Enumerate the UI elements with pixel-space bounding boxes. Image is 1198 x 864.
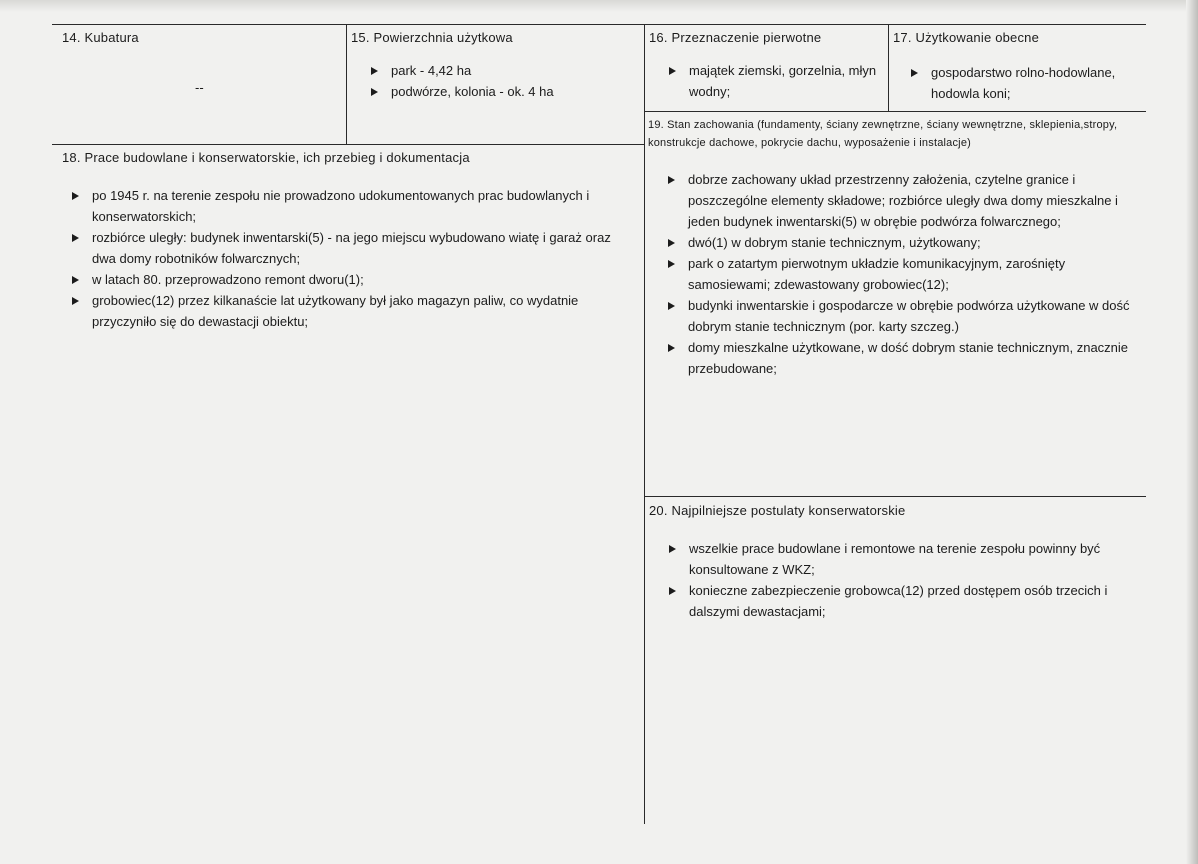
field-17-title: 17. Użytkowanie obecne (893, 30, 1040, 45)
line-above-20 (644, 496, 1146, 497)
bullet-arrow-icon (371, 67, 378, 75)
field-20-postulaty (649, 500, 1144, 820)
top-border-line (52, 24, 1146, 25)
scan-edge-right (1186, 0, 1198, 864)
field-19-stan-zachowania (648, 116, 1144, 494)
list-item: w latach 80. przeprowadzono remont dworu(1); (72, 269, 624, 290)
list-item: budynki inwentarskie i gospodarcze w obrębie podwórza użytkowane w dość dobrym stanie technicznym (por. karty szczeg.) (668, 295, 1136, 337)
field-17-uzytkowanie (893, 27, 1145, 109)
divider-15-16 (644, 24, 645, 824)
list-item: park o zatartym pierwotnym układzie komunikacyjnym, zarośnięty samosiewami; zdewastowany grobowiec(12); (668, 253, 1136, 295)
list-item: dobrze zachowany układ przestrzenny założenia, czytelne granice i poszczególne elementy składowe; rozbiórce uległy dwa domy mieszkalne i jeden budynek inwentarski(5) w obrębie podwórza folwarcznego; (668, 169, 1136, 232)
field-15-powierzchnia (351, 27, 641, 142)
list-item: park - 4,42 ha (371, 60, 641, 81)
list-item: majątek ziemski, gorzelnia, młyn wodny; (669, 60, 885, 102)
field-18-prace-budowlane (62, 147, 640, 487)
bullet-arrow-icon (668, 302, 675, 310)
bullet-arrow-icon (669, 67, 676, 75)
field-16-list (669, 60, 885, 102)
field-14-value: -- (195, 80, 204, 95)
list-item: podwórze, kolonia - ok. 4 ha (371, 81, 641, 102)
list-item: po 1945 r. na terenie zespołu nie prowadzono udokumentowanych prac budowlanych i konserwatorskich; (72, 185, 624, 227)
field-17-list (911, 62, 1145, 104)
field-18-list (72, 185, 624, 332)
list-item: wszelkie prace budowlane i remontowe na terenie zespołu powinny być konsultowane z WKZ; (669, 538, 1129, 580)
field-16-title: 16. Przeznaczenie pierwotne (649, 30, 822, 45)
field-15-title: 15. Powierzchnia użytkowa (351, 30, 513, 45)
bullet-arrow-icon (668, 260, 675, 268)
bullet-arrow-icon (72, 192, 79, 200)
list-item: domy mieszkalne użytkowane, w dość dobrym stanie technicznym, znacznie przebudowane; (668, 337, 1136, 379)
list-item: gospodarstwo rolno-hodowlane, hodowla koni; (911, 62, 1145, 104)
list-item: rozbiórce uległy: budynek inwentarski(5) - na jego miejscu wybudowano wiatę i garaż oraz dwa domy robotników folwarcznych; (72, 227, 624, 269)
field-19-title: 19. Stan zachowania (fundamenty, ściany zewnętrzne, ściany wewnętrzne, sklepienia,stropy, konstrukcje dachowe, pokrycie dachu, wyposażenie i instalacje) (648, 119, 1118, 149)
bullet-arrow-icon (72, 297, 79, 305)
field-20-title: 20. Najpilniejsze postulaty konserwatorskie (649, 503, 906, 518)
field-20-list (669, 538, 1129, 622)
line-under-16-17 (644, 111, 1146, 112)
bullet-arrow-icon (911, 69, 918, 77)
bullet-arrow-icon (669, 587, 676, 595)
divider-16-17 (888, 24, 889, 112)
divider-14-15 (346, 24, 347, 144)
field-19-list (668, 169, 1136, 379)
bullet-arrow-icon (72, 276, 79, 284)
line-under-14-15 (52, 144, 644, 145)
list-item: konieczne zabezpieczenie grobowca(12) przed dostępem osób trzecich i dalszymi dewastacjami; (669, 580, 1129, 622)
bullet-arrow-icon (668, 239, 675, 247)
bullet-arrow-icon (668, 176, 675, 184)
bullet-arrow-icon (371, 88, 378, 96)
field-18-title: 18. Prace budowlane i konserwatorskie, ich przebieg i dokumentacja (62, 150, 470, 165)
bullet-arrow-icon (669, 545, 676, 553)
bullet-arrow-icon (668, 344, 675, 352)
scan-edge-top (0, 0, 1198, 12)
field-16-przeznaczenie (649, 27, 885, 109)
field-15-list (371, 60, 641, 102)
list-item: grobowiec(12) przez kilkanaście lat użytkowany był jako magazyn paliw, co wydatnie przyczyniło się do dewastacji obiektu; (72, 290, 624, 332)
field-14-title: 14. Kubatura (62, 30, 139, 45)
list-item: dwó(1) w dobrym stanie technicznym, użytkowany; (668, 232, 1136, 253)
bullet-arrow-icon (72, 234, 79, 242)
